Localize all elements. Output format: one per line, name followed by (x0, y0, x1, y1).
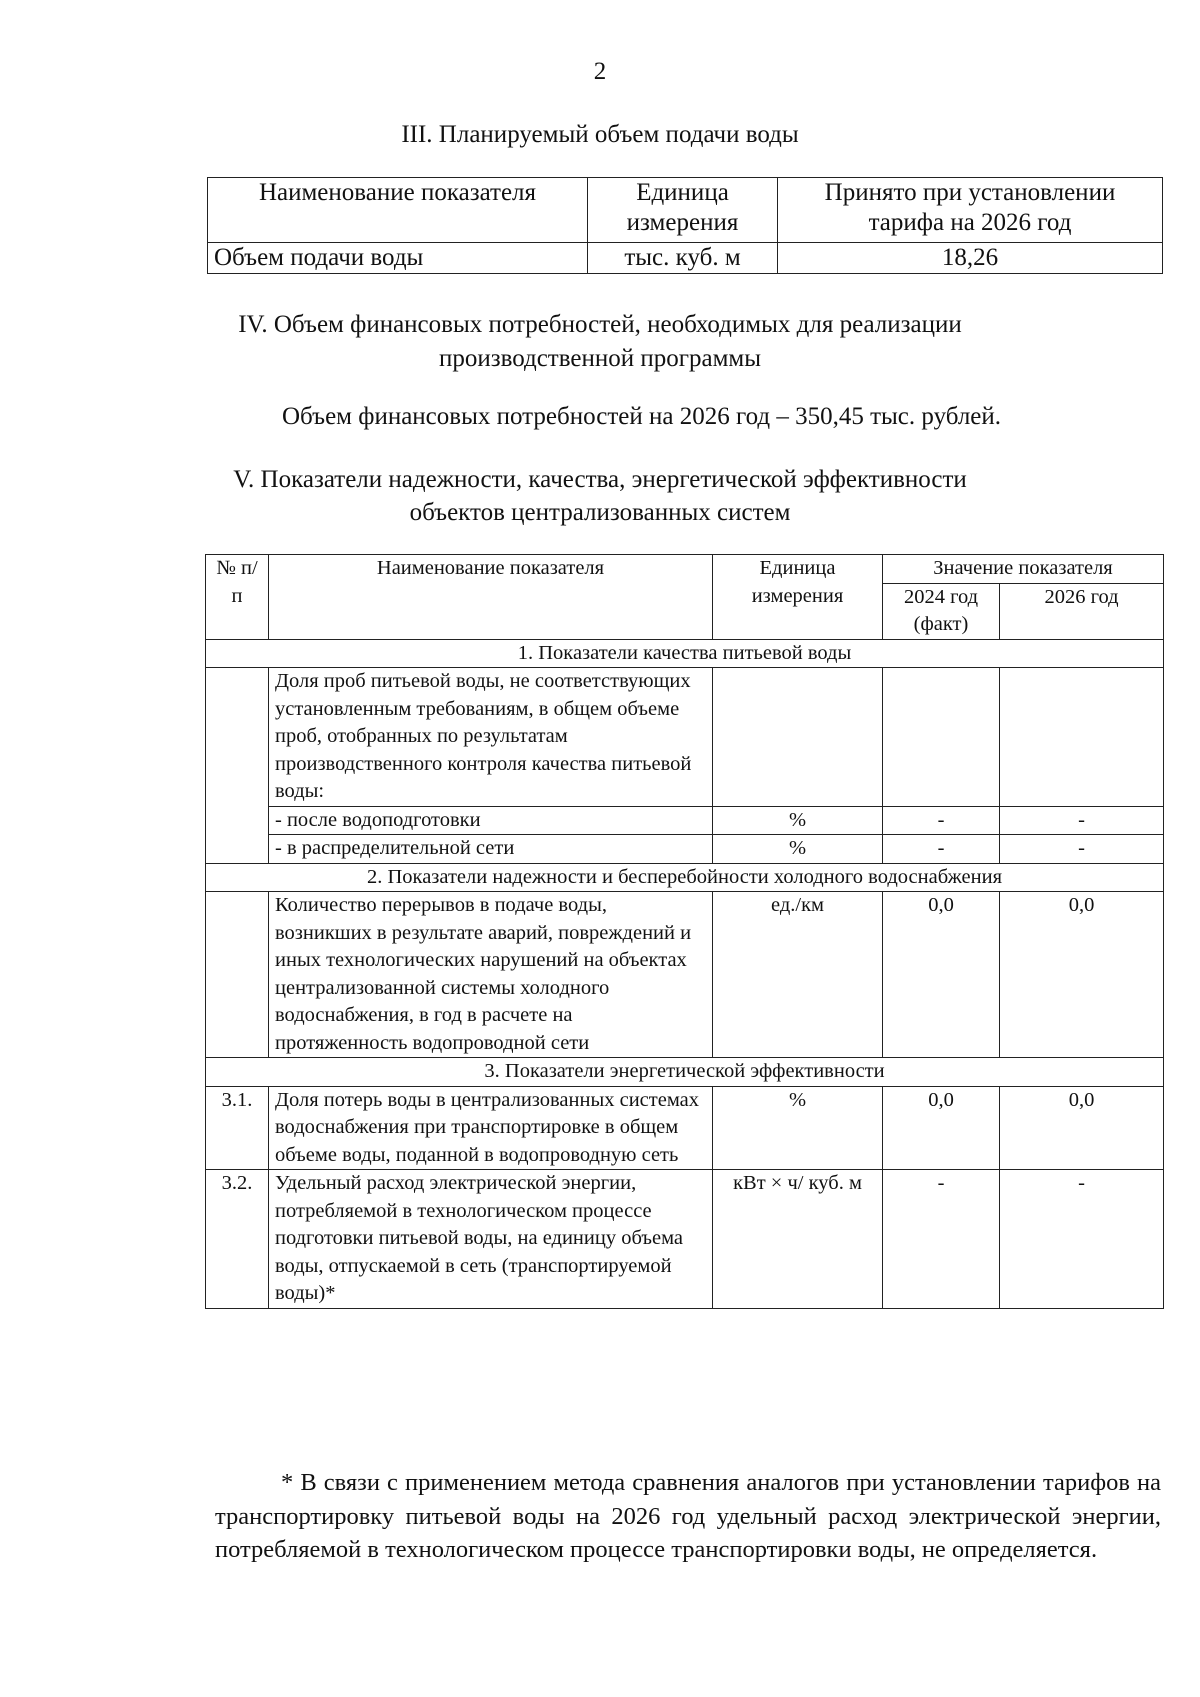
indicators-table (205, 554, 1164, 1309)
water-supply-table (207, 177, 1163, 274)
row-2026: - (1000, 835, 1164, 864)
header-unit: Единица измерения (588, 178, 778, 243)
row-2024: - (883, 835, 1000, 864)
row-name: Удельный расход электрической энергии, потребляемой в технологическом процессе подготовки питьевой воды, на единицу объема воды, отпускаемой в сеть (транспортируемой воды)* (269, 1170, 713, 1309)
row-2024 (883, 668, 1000, 807)
table-row (206, 668, 1164, 807)
header-value: Значение показателя (883, 555, 1164, 584)
row-unit: % (713, 806, 883, 835)
row-2024: 0,0 (883, 892, 1000, 1058)
page-number: 2 (593, 58, 607, 85)
row-num: 3.2. (206, 1170, 269, 1309)
row-2024: - (883, 1170, 1000, 1309)
row-2026: - (1000, 806, 1164, 835)
row-name: Доля потерь воды в централизованных системах водоснабжения при транспортировке в общем объеме воды, поданной в водопроводную сеть (269, 1086, 713, 1170)
row-2026: 0,0 (1000, 1086, 1164, 1170)
row-2026: - (1000, 1170, 1164, 1309)
header-2024: 2024 год (факт) (883, 583, 1000, 639)
row-num (206, 668, 269, 864)
row-name: Доля проб питьевой воды, не соответствующих установленным требованиям, в общем объеме проб, отобранных по результатам производственного контроля качества питьевой воды: (269, 668, 713, 807)
header-accepted: Принято при установлении тарифа на 2026 год (778, 178, 1163, 243)
header-name: Наименование показателя (269, 555, 713, 640)
row-value: 18,26 (778, 243, 1163, 274)
row-name: Объем подачи воды (208, 243, 588, 274)
section4-title-line2: производственной программы (438, 345, 762, 372)
row-2026: 0,0 (1000, 892, 1164, 1058)
group-row-quality (206, 639, 1164, 668)
row-num: 3.1. (206, 1086, 269, 1170)
row-unit: % (713, 835, 883, 864)
header-2026: 2026 год (1000, 583, 1164, 639)
header-name: Наименование показателя (208, 178, 588, 243)
table-row (208, 243, 1163, 274)
table-row (206, 806, 1164, 835)
table-row (206, 835, 1164, 864)
financial-needs-text: Объем финансовых потребностей на 2026 год – 350,45 тыс. рублей. (282, 403, 1002, 430)
header-num: № п/п (206, 555, 269, 640)
row-name: - в распределительной сети (269, 835, 713, 864)
row-2024: 0,0 (883, 1086, 1000, 1170)
table-row (206, 1086, 1164, 1170)
footnote: * В связи с применением метода сравнения аналогов при установлении тарифов на транспортировку питьевой воды на 2026 год удельный расход электрической энергии, потребляемой в технологическом процессе транспортировки воды, не определяется. (215, 1469, 1161, 1563)
group-title: 2. Показатели надежности и бесперебойности холодного водоснабжения (206, 863, 1164, 892)
row-unit: ед./км (713, 892, 883, 1058)
row-name: - после водоподготовки (269, 806, 713, 835)
group-title: 1. Показатели качества питьевой воды (206, 639, 1164, 668)
row-name: Количество перерывов в подаче воды, возникших в результате аварий, повреждений и иных технологических нарушений на объектах централизованной системы холодного водоснабжения, в год в расчете на протяженность водопроводной сети (269, 892, 713, 1058)
table-row (206, 892, 1164, 1058)
section4-title-line1: IV. Объем финансовых потребностей, необходимых для реализации (238, 311, 962, 338)
row-unit: тыс. куб. м (588, 243, 778, 274)
header-unit: Единица измерения (713, 555, 883, 640)
table-row (206, 1170, 1164, 1309)
table-header-row (206, 555, 1164, 584)
row-unit (713, 668, 883, 807)
row-unit: % (713, 1086, 883, 1170)
row-2024: - (883, 806, 1000, 835)
table-header-row (208, 178, 1163, 243)
row-2026 (1000, 668, 1164, 807)
section5-title-line1: V. Показатели надежности, качества, энергетической эффективности (233, 466, 967, 493)
section3-title: III. Планируемый объем подачи воды (401, 121, 799, 148)
row-unit: кВт × ч/ куб. м (713, 1170, 883, 1309)
group-row-reliability (206, 863, 1164, 892)
group-row-energy (206, 1058, 1164, 1087)
row-num (206, 892, 269, 1058)
section5-title-line2: объектов централизованных систем (409, 499, 791, 526)
group-title: 3. Показатели энергетической эффективности (206, 1058, 1164, 1087)
